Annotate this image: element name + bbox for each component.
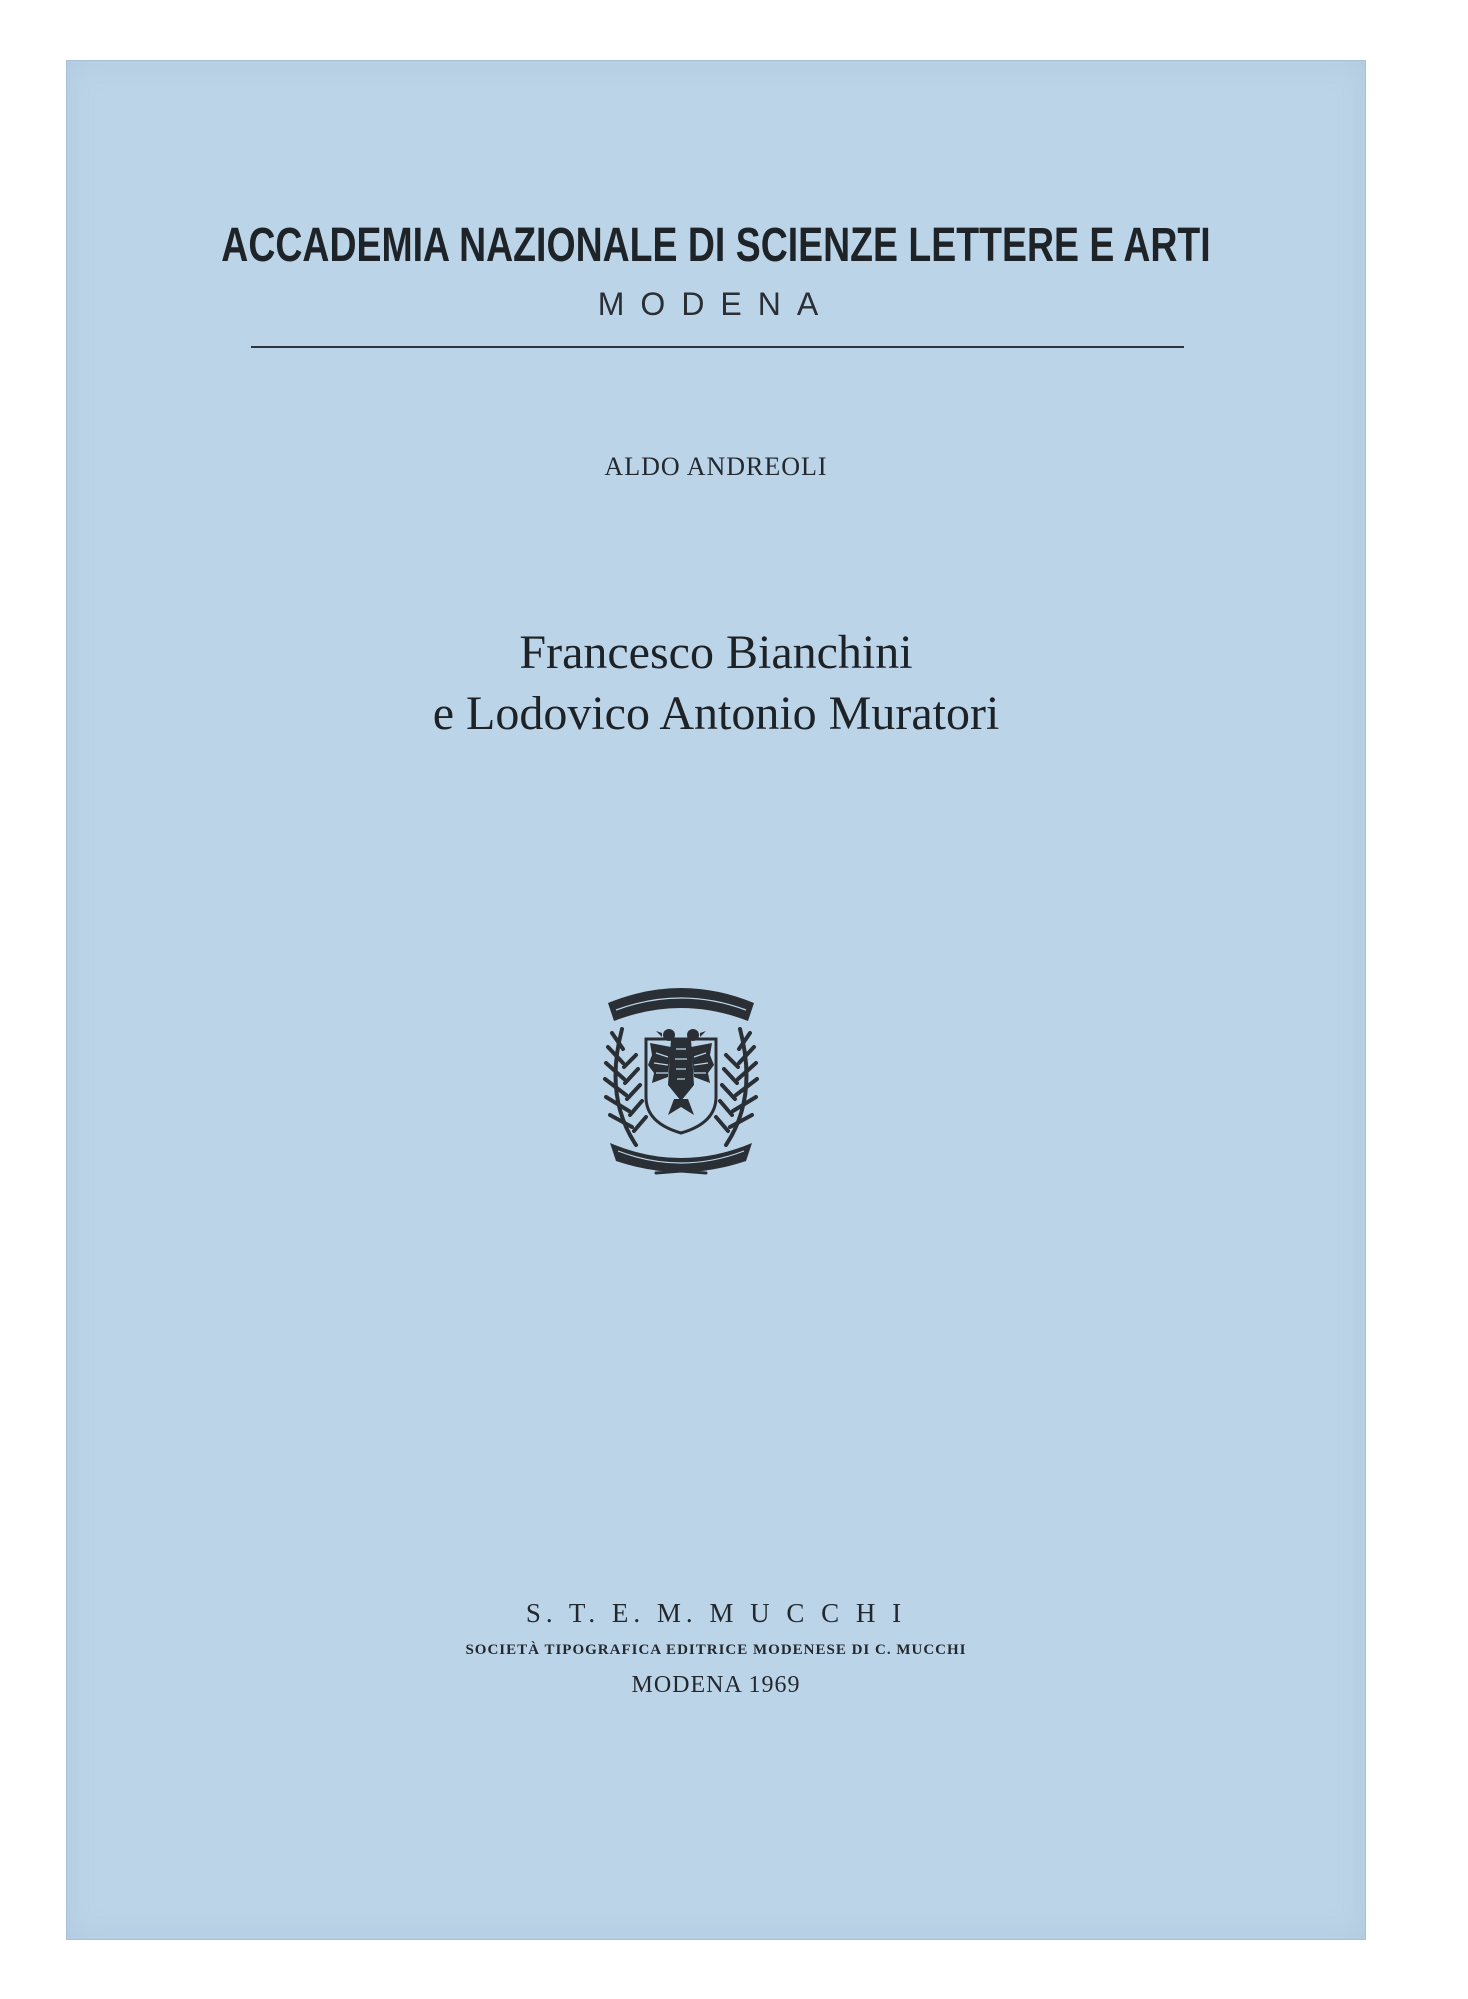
- academy-crest-eagle-icon: [596, 977, 766, 1177]
- book-title: [66, 622, 1366, 744]
- title-line-1: Francesco Bianchini: [519, 626, 913, 679]
- publisher-name: S. T. E. M. M U C C H I: [525, 1598, 907, 1628]
- publisher-society: SOCIETÀ TIPOGRAFICA EDITRICE MODENESE DI C. MUCCHI: [465, 1642, 967, 1658]
- institution-city: MODENA: [597, 286, 835, 322]
- book-cover: [66, 60, 1366, 1940]
- institution-name: ACCADEMIA NAZIONALE DI SCIENZE LETTERE E ARTI: [221, 219, 1211, 272]
- author-name: ALDO ANDREOLI: [604, 452, 828, 481]
- header-divider: [251, 346, 1184, 348]
- title-line-2: e Lodovico Antonio Muratori: [432, 687, 1000, 740]
- publication-place-year: MODENA 1969: [631, 1672, 801, 1698]
